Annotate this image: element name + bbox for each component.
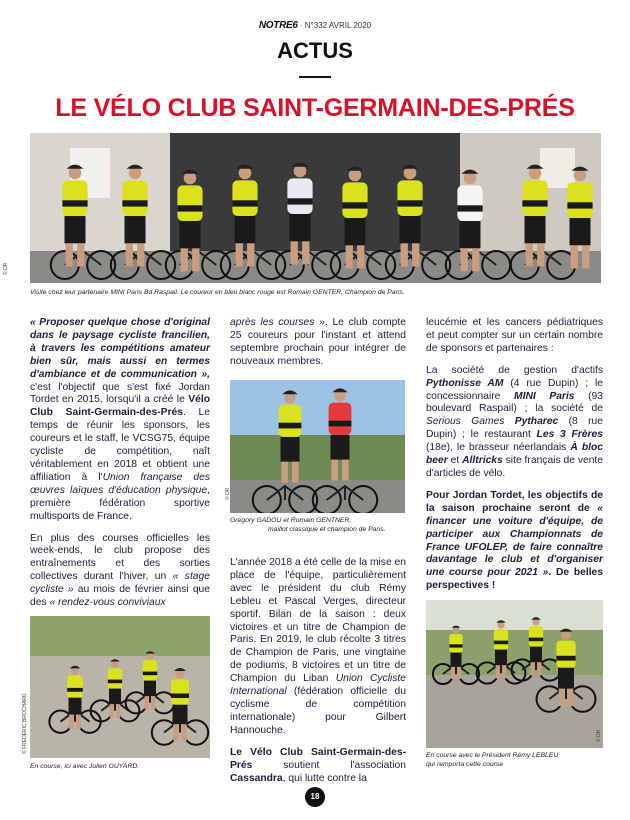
article-title: LE VÉLO CLUB SAINT-GERMAIN-DES-PRÉS <box>55 94 575 122</box>
team-photo-caption: Visite chez leur partenaire MINI Paris Bd Raspail. Le coureur en bleu blanc rouge est Romain GENTER, Champion de Paris. <box>30 289 405 296</box>
club-name: Vélo Club Saint-Germain-des-Prés <box>30 394 210 419</box>
race-photo <box>30 616 210 758</box>
issue-number: · N°332 AVRIL 2020 <box>299 21 372 30</box>
article-column-3: leucémie et les cancers pédiatriques et peut compter sur un certain nombre de sponsors et partenaires : La société de gestion d'actifs Pythonisse AM (4 rue Dupin) ; le concessionnaire MINI Paris (93 boulevard Raspail) ; la société de Serious Games Pytharec (8 rue Dupin) ; le restaurant Les 3 Frères (18e), le brasseur néerlandais À bloc beer et Alltricks site français de vente d'articles de vélo. Pour Jordan Tordet, les objectifs de la saison prochaine seront de « financer une voiture d'équipe, de participer aux Championnats de France UFOLEP, de faire connaître davantage le club et d'organiser une course pour 2021 ». De belles perspectives ! <box>426 317 604 592</box>
page-number: 18 <box>305 787 325 807</box>
photo-credit: © DR <box>596 729 602 742</box>
race-photo-caption: En course, ici avec Julien GUYARD. <box>30 763 140 770</box>
section-rubric: ACTUS <box>277 38 353 63</box>
rubric-divider <box>299 76 331 78</box>
duo-photo <box>230 380 405 513</box>
magazine-brand: NOTRE6 <box>258 20 298 31</box>
photo-credit: © DR <box>225 487 231 500</box>
duo-photo-caption: Grégory GADOU et Romain GENTNER, maillot classique et champion de Paris. <box>230 517 386 533</box>
article-column-1: « Proposer quelque chose d'original dans le paysage cycliste francilien, à travers les compétitions amateur bien sûr, mais aussi en termes d'ambiance et de communication », c'est l'objectif que s'est fixé Jordan Tordet en 2015, lorsqu'il a créé le Vélo Club Saint-Germain-des-Prés. Le temps de réunir les sponsors, les coureurs et le staff, le VCSG75, équipe cycliste de compétition, naît véritablement en 2018 et obtient une affiliation à l'Union française des œuvres laïques d'éducation physique, première fédération sportive multisports de France. En plus des courses officielles les week-ends, le club propose des entraînements et des sorties collectives durant l'hiver, un « stage cycliste » au mois de février ainsi que des « rendez-vous conviviaux <box>30 317 210 609</box>
president-race-photo <box>426 600 603 748</box>
photo-credit: © DR <box>3 262 9 275</box>
magazine-issue-line <box>0 20 630 31</box>
president-photo-caption: En course avec le Président Rémy LEBLEU qui remporta cette course <box>426 752 559 768</box>
article-column-2-bottom: L'année 2018 a été celle de la mise en place de l'équipe, particulièrement avec le président du club Rémy Lebleu et Pascal Verges, directeur sportif. Bilan de la saison : deux victoires et un titre de Champion de Paris. En 2019, le club récolte 3 titres de Champion de Paris, une vingtaine de podiums, 8 victoires et un titre de Champion du Liban Union Cycliste International (fédération officielle du cyclisme de compétition internationale) pour Gilbert Hannouche. Le Vélo Club Saint-Germain-des-Prés soutient l'association Cassandra, qui lutte contre la <box>230 557 406 784</box>
team-photo <box>30 133 601 283</box>
photo-credit: © FRÉDÉRIC BROCHARD <box>22 693 28 754</box>
opening-quote: « Proposer quelque chose d'original dans le paysage cycliste francilien, à travers les compétitions amateur bien sûr, mais aussi en termes d'ambiance et de communication », <box>30 317 210 380</box>
article-column-2-top: après les courses ». Le club compte 25 coureurs pour l'instant et attend septembre prochain pour intégrer de nouveaux membres. <box>230 317 406 367</box>
